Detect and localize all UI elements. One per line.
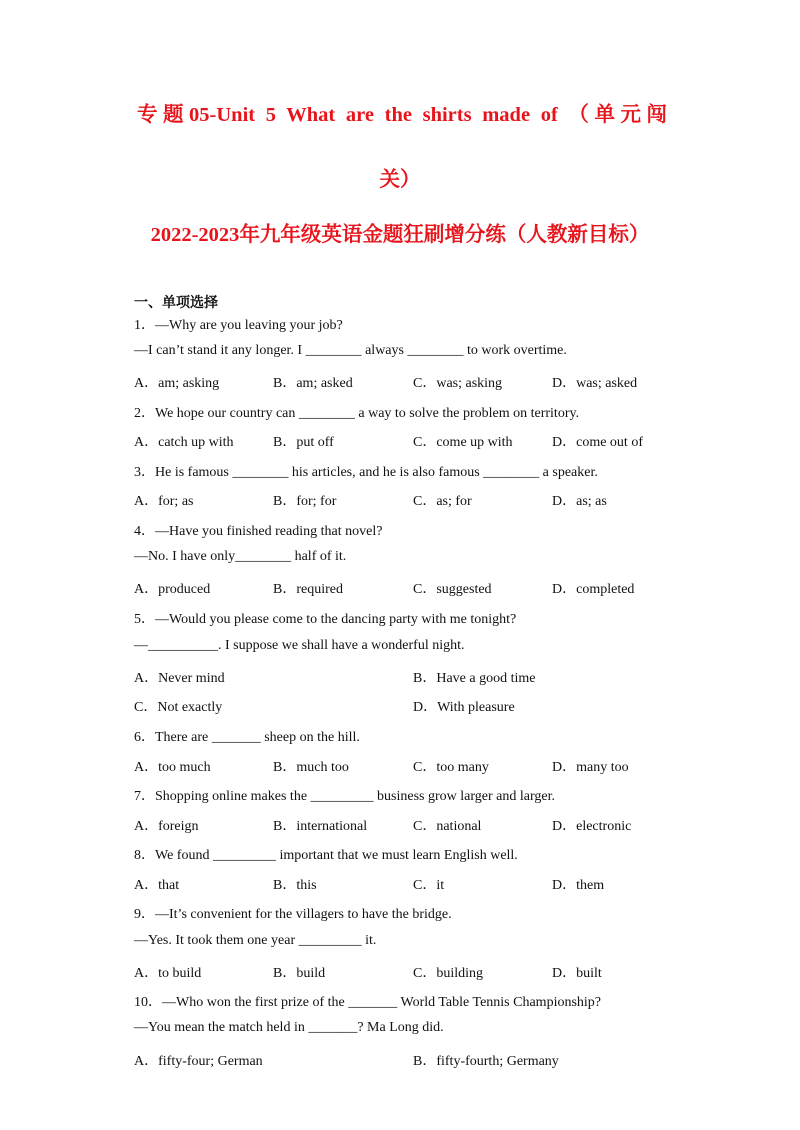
question-1-option-a: A．am; asking bbox=[134, 376, 220, 391]
question-9-option-d: D．built bbox=[552, 966, 602, 981]
question-6-option-b: B．much too bbox=[273, 760, 349, 775]
question-1-stem-2: —I can’t stand it any longer. I ________ always ________ to work overtime. bbox=[134, 343, 567, 358]
question-7-option-a: A．foreign bbox=[134, 819, 199, 834]
question-3-option-b: B．for; for bbox=[273, 494, 337, 509]
question-4-option-a: A．produced bbox=[134, 582, 211, 597]
title-line-3: 2022-2023年九年级英语金题狂刷增分练（人教新目标） bbox=[150, 224, 650, 246]
question-4-option-b: B．required bbox=[273, 582, 343, 597]
question-4-option-d: D．completed bbox=[552, 582, 635, 597]
question-5-stem: 5．—Would you please come to the dancing party with me tonight? bbox=[134, 612, 517, 627]
question-8-option-c: C．it bbox=[413, 878, 445, 893]
question-1-stem: 1．—Why are you leaving your job? bbox=[134, 318, 343, 333]
question-3-option-c: C．as; for bbox=[413, 494, 472, 509]
question-9-stem: 9．—It’s convenient for the villagers to have the bridge. bbox=[134, 907, 452, 922]
question-6-stem: 6．There are _______ sheep on the hill. bbox=[134, 730, 360, 745]
question-7-option-d: D．electronic bbox=[552, 819, 632, 834]
question-5-option-c: C．Not exactly bbox=[134, 700, 223, 715]
question-4-stem-2: —No. I have only________ half of it. bbox=[134, 549, 347, 564]
question-1-option-b: B．am; asked bbox=[273, 376, 353, 391]
question-2-option-d: D．come out of bbox=[552, 435, 643, 450]
question-10-stem: 10．—Who won the first prize of the _______ World Table Tennis Championship? bbox=[134, 995, 602, 1010]
question-10-option-b: B．fifty-fourth; Germany bbox=[413, 1054, 559, 1069]
title-line-1: 专题05-Unit 5 What are the shirts made of （单元闯 bbox=[137, 104, 667, 126]
question-3-stem: 3．He is famous ________ his articles, and he is also famous ________ a speaker. bbox=[134, 465, 598, 480]
question-2-stem: 2．We hope our country can ________ a way to solve the problem on territory. bbox=[134, 406, 580, 421]
question-7-option-b: B．international bbox=[273, 819, 368, 834]
section-heading: 一、单项选择 bbox=[134, 295, 218, 311]
question-1-option-c: C．was; asking bbox=[413, 376, 503, 391]
question-9-option-c: C．building bbox=[413, 966, 484, 981]
question-7-stem: 7．Shopping online makes the _________ business grow larger and larger. bbox=[134, 789, 555, 804]
question-2-option-a: A．catch up with bbox=[134, 435, 234, 450]
question-6-option-c: C．too many bbox=[413, 760, 489, 775]
question-7-option-c: C．national bbox=[413, 819, 482, 834]
question-2-option-c: C．come up with bbox=[413, 435, 513, 450]
question-6-option-d: D．many too bbox=[552, 760, 629, 775]
question-4-option-c: C．suggested bbox=[413, 582, 492, 597]
question-6-option-a: A．too much bbox=[134, 760, 211, 775]
question-9-option-a: A．to build bbox=[134, 966, 202, 981]
question-8-stem: 8．We found _________ important that we must learn English well. bbox=[134, 848, 518, 863]
question-8-option-b: B．this bbox=[273, 878, 317, 893]
question-9-stem-2: —Yes. It took them one year _________ it. bbox=[134, 933, 377, 948]
question-9-option-b: B．build bbox=[273, 966, 326, 981]
question-10-stem-2: —You mean the match held in _______? Ma Long did. bbox=[134, 1020, 444, 1035]
question-3-option-a: A．for; as bbox=[134, 494, 194, 509]
question-5-option-d: D．With pleasure bbox=[413, 700, 515, 715]
question-1-option-d: D．was; asked bbox=[552, 376, 638, 391]
question-5-option-a: A．Never mind bbox=[134, 671, 225, 686]
question-3-option-d: D．as; as bbox=[552, 494, 607, 509]
question-8-option-a: A．that bbox=[134, 878, 180, 893]
question-5-option-b: B．Have a good time bbox=[413, 671, 536, 686]
question-2-option-b: B．put off bbox=[273, 435, 334, 450]
question-5-stem-2: —__________. I suppose we shall have a wonderful night. bbox=[134, 638, 465, 653]
question-8-option-d: D．them bbox=[552, 878, 605, 893]
title-line-2: 关） bbox=[379, 169, 421, 191]
question-10-option-a: A．fifty-four; German bbox=[134, 1054, 263, 1069]
question-4-stem: 4．—Have you finished reading that novel? bbox=[134, 524, 383, 539]
